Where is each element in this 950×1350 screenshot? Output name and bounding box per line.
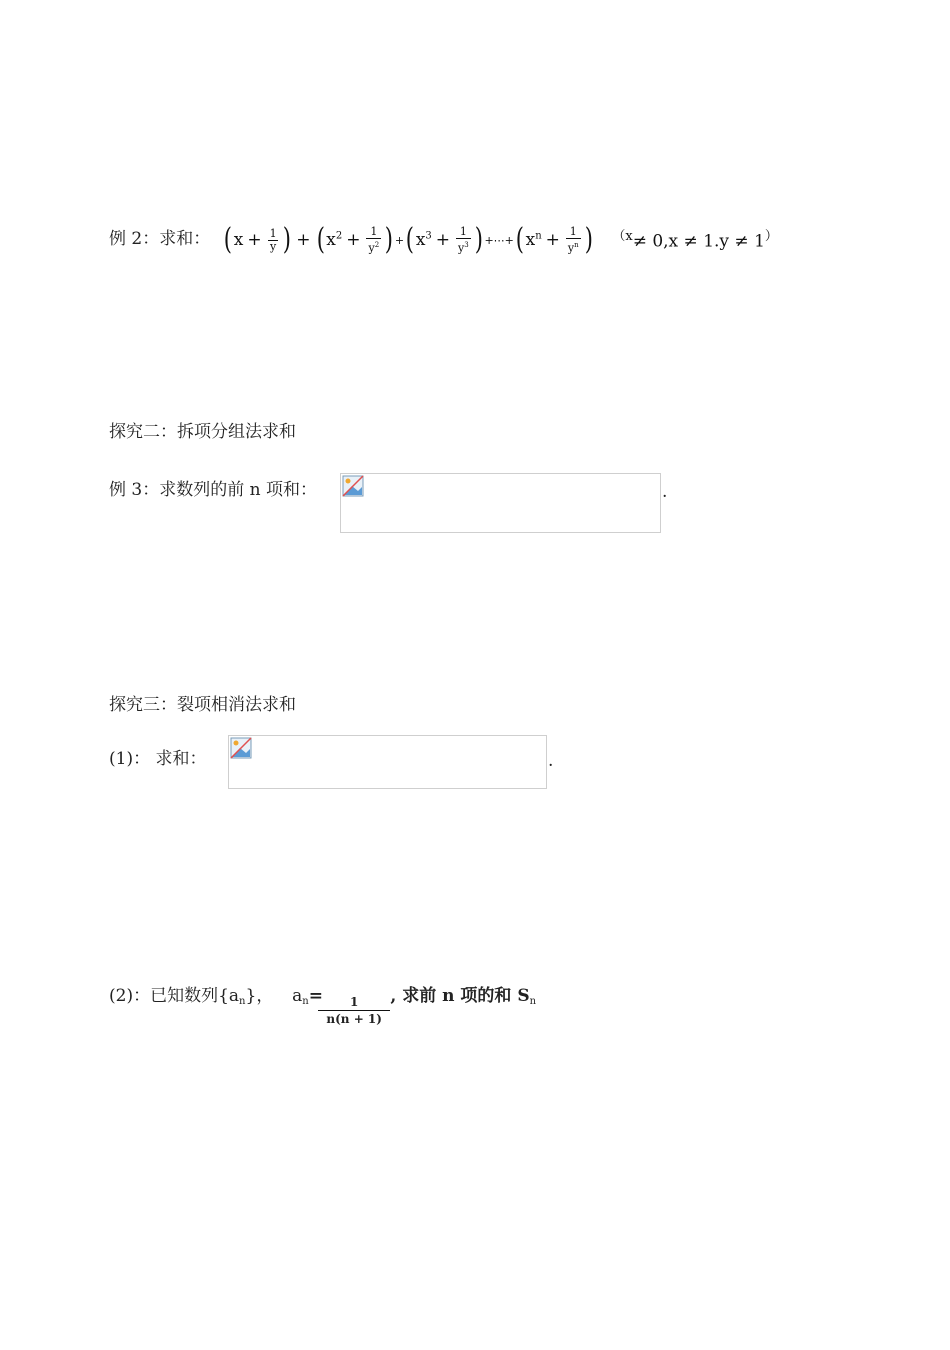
fraction: $\frac{1}{y}$ [269, 226, 277, 253]
item-1-period: . [548, 751, 554, 771]
example-3-label: 例 3：求数列的前 n 项和： [109, 480, 317, 500]
broken-image-item-1 [228, 735, 547, 789]
broken-image-example-3 [340, 473, 661, 533]
example-2-label: 例 2：求和： [109, 229, 211, 249]
broken-image-icon [342, 475, 364, 497]
condition: $^{(x}$≠ 0,x ≠ 1.y ≠ 1） [612, 228, 778, 252]
fraction: $\frac{1}{y^2}$ [368, 224, 380, 255]
section-2-title: 探究二：拆项分组法求和 [109, 422, 296, 442]
item-1-label: (1)： 求和： [109, 749, 207, 769]
item-2: (2)：已知数列$\{a_n\}$， $a_n=$ $\frac{1}{n(n + 1)}$ , 求前 n 项的和 $S_n$ [109, 986, 537, 1026]
example-3-period: . [662, 482, 668, 502]
fraction: $\frac{1}{y^3}$ [458, 224, 469, 255]
fraction-1-over-n-n-plus-1: $\frac{1}{n(n + 1)}$ [326, 994, 382, 1027]
example-2 [109, 228, 210, 250]
example-2-formula: ( x + $\frac{1}{y}$ ) + ( $x^2$ + $\frac{1}{y^2}$ ) + ( $x^3$ + $\frac{1}{y^3}$ ) +⋯+ ( $x^n$ + $\frac{1}{y^n}$ ) $^{(x}$≠ 0,x ≠ 1.y ≠ 1） [223, 222, 778, 257]
section-3-title: 探究三：裂项相消法求和 [109, 695, 296, 715]
broken-image-icon [230, 737, 252, 759]
fraction: $\frac{1}{y^n}$ [567, 224, 579, 255]
